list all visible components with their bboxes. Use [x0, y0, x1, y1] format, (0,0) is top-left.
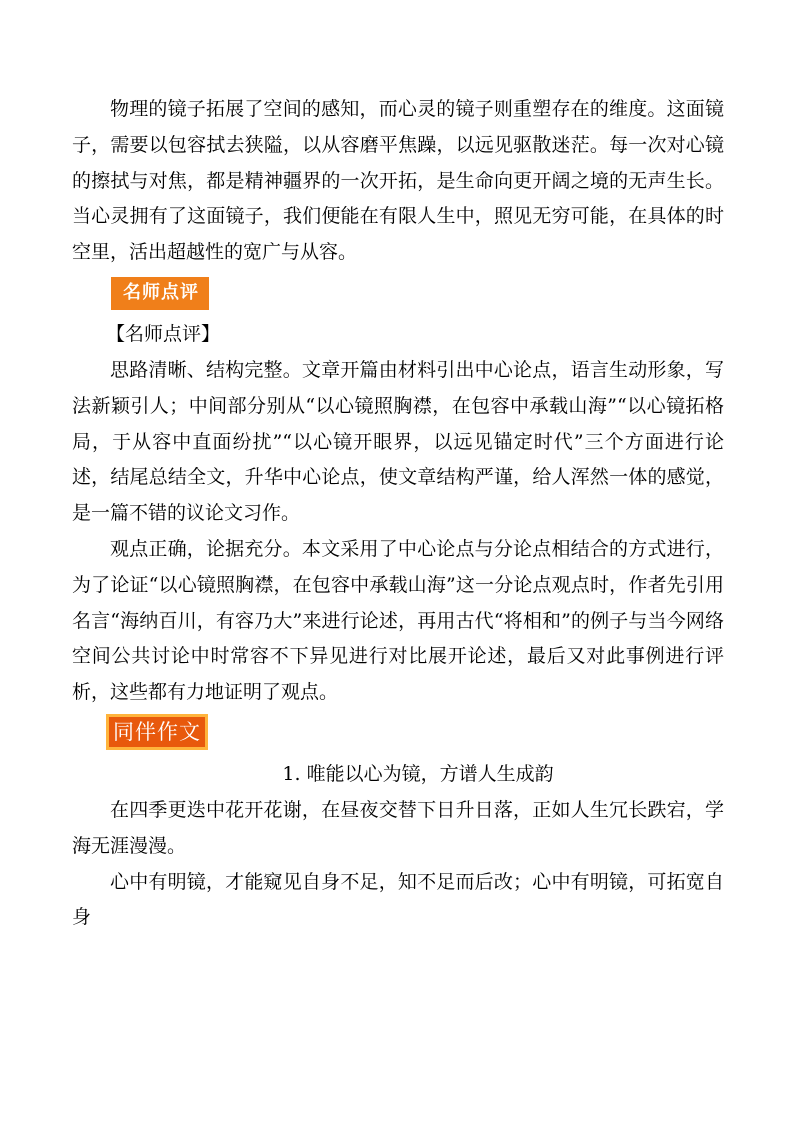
intro-paragraph: 物理的镜子拓展了空间的感知，而心灵的镜子则重塑存在的维度。这面镜子，需要以包容拭去狭隘，以从容磨平焦躁，以远见驱散迷茫。每一次对心镜的擦拭与对焦，都是精神疆界的一次开拓，是生命向更开阔之境的无声生长。当心灵拥有了这面镜子，我们便能在有限人生中，照见无穷可能，在具体的时空里，活出超越性的宽广与从容。	[72, 98, 724, 264]
essay-paragraph-1: 在四季更迭中花开花谢，在昼夜交替下日升日落，正如人生冗长跌宕，学海无涯漫漫。	[72, 798, 724, 857]
review-badge: 名师点评	[111, 277, 209, 310]
peer-essay-badge: 同伴作文	[106, 714, 208, 750]
review-badge-row	[72, 271, 724, 315]
essay-title: 1. 唯能以心为镜，方谱人生成韵	[282, 762, 554, 785]
review-heading: 【名师点评】	[106, 322, 221, 345]
peer-badge-row	[72, 711, 724, 755]
essay-paragraph-2: 心中有明镜，才能窥见自身不足，知不足而后改；心中有明镜，可拓宽自身	[72, 870, 724, 929]
document-page	[72, 92, 724, 936]
review-paragraph-2: 观点正确，论据充分。本文采用了中心论点与分论点相结合的方式进行，为了论证“以心镜照胸襟，在包容中承载山海”这一分论点观点时，作者先引用名言“海纳百川，有容乃大”来进行论述，再用古代“将相和”的例子与当今网络空间公共讨论中时常容不下异见进行对比展开论述，最后又对此事例进行评析，这些都有力地证明了观点。	[72, 537, 724, 704]
review-paragraph-1: 思路清晰、结构完整。文章开篇由材料引出中心论点，语言生动形象，写法新颖引人；中间部分别从“以心镜照胸襟，在包容中承载山海”“以心镜拓格局，于从容中直面纷扰”“以心镜开眼界，以远见锚定时代”三个方面进行论述，结尾总结全文，升华中心论点，使文章结构严谨，给人浑然一体的感觉，是一篇不错的议论文习作。	[72, 358, 724, 525]
